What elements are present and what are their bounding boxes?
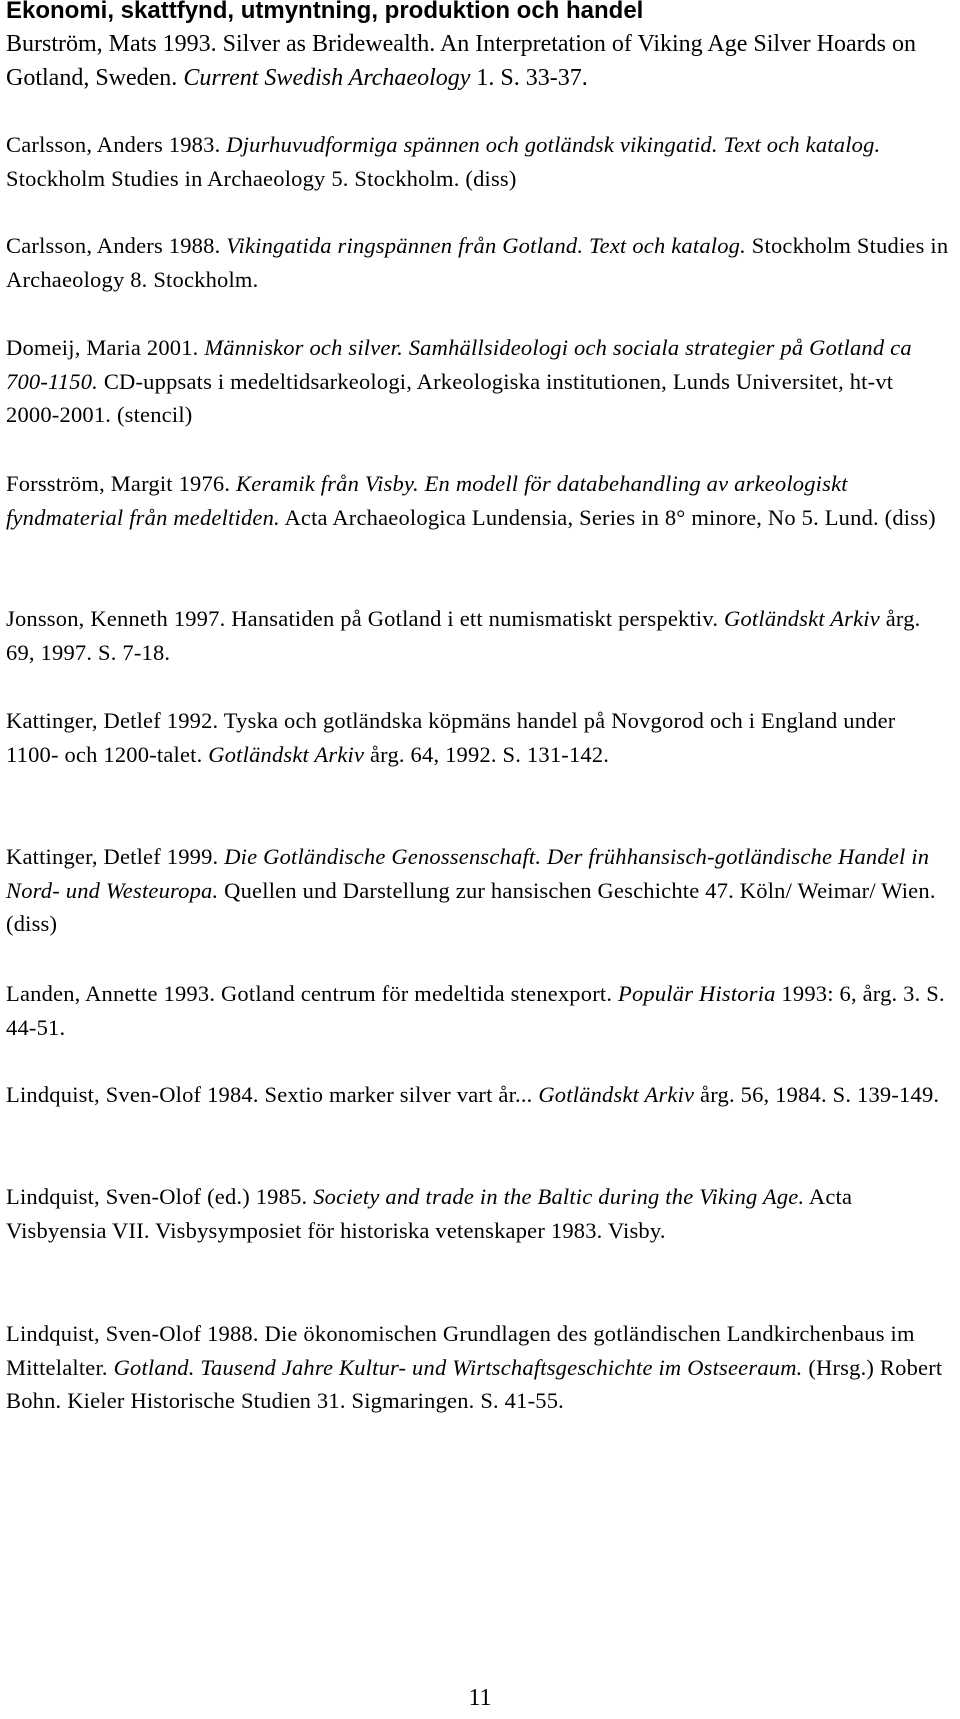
- citation-text: Acta Visbyensia VII. Visbysymposiet för historiska vetenskaper 1983. Visby.: [6, 1184, 853, 1243]
- citation-text: Domeij, Maria 2001.: [6, 335, 205, 360]
- bibliography-entry-burstrom-1993: [6, 28, 951, 95]
- citation-text: Lindquist, Sven-Olof (ed.) 1985.: [6, 1184, 314, 1209]
- citation-text: Acta Archaeologica Lundensia, Series in 8° minore, No 5. Lund. (diss): [279, 504, 936, 530]
- bibliography-entry-lindquist-1988: [6, 1317, 951, 1418]
- citation-text: (Hrsg.) Robert Bohn. Kieler Historische Studien 31. Sigmaringen. S. 41-55.: [6, 1354, 943, 1413]
- bibliography-entry-domeij-2001: [6, 331, 951, 432]
- italic-title-text: Keramik från Visby. En modell för databehandling av arkeologiskt fyndmaterial från medeltiden.: [6, 471, 848, 530]
- citation-text: Jonsson, Kenneth 1997. Hansatiden på Gotland i ett numismatiskt perspektiv.: [6, 606, 725, 631]
- citation-text: Carlsson, Anders 1988.: [6, 233, 227, 258]
- citation-text: Quellen und Darstellung zur hansischen Geschichte 47. Köln/ Weimar/ Wien. (diss): [6, 877, 936, 936]
- italic-title-text: Djurhuvudformiga spännen och gotländsk vikingatid. Text och katalog.: [226, 132, 881, 157]
- citation-text: Lindquist, Sven-Olof 1984. Sextio marker silver vart år...: [6, 1082, 539, 1107]
- citation-text: Forsström, Margit 1976.: [6, 471, 237, 496]
- bibliography-entry-forsstrom-1976: [6, 467, 951, 534]
- italic-title-text: Die Gotländische Genossenschaft. Der frühhansisch-gotländische Handel in Nord- und Westeuropa.: [6, 844, 930, 903]
- citation-text: Stockholm Studies in Archaeology 5. Stockholm. (diss): [6, 165, 517, 191]
- citation-text: Lindquist, Sven-Olof 1988. Die ökonomischen Grundlagen des gotländischen Landkirchenbaus im Mittelalter.: [6, 1321, 915, 1380]
- citation-text: CD-uppsats i medeltidsarkeologi, Arkeologiska institutionen, Lunds Universitet, ht-vt 2000-2001. (stencil): [6, 368, 894, 427]
- citation-text: Carlsson, Anders 1983.: [6, 132, 227, 157]
- citation-text: 1. S. 33-37.: [470, 64, 588, 91]
- bibliography-entry-kattinger-1999: [6, 840, 951, 941]
- italic-title-text: Gotländskt Arkiv: [538, 1082, 695, 1107]
- citation-text: Landen, Annette 1993. Gotland centrum för medeltida stenexport.: [6, 981, 619, 1006]
- citation-text: årg. 64, 1992. S. 131-142.: [364, 741, 610, 767]
- section-heading: Ekonomi, skattfynd, utmyntning, produktion och handel: [6, 0, 644, 24]
- citation-text: 1993: 6, årg. 3. S. 44-51.: [6, 981, 945, 1040]
- citation-text: Stockholm Studies in Archaeology 8. Stockholm.: [6, 233, 949, 292]
- italic-title-text: Gotland. Tausend Jahre Kultur- und Wirtschaftsgeschichte im Ostseeraum.: [113, 1354, 803, 1380]
- bibliography-entry-carlsson-1988: [6, 229, 951, 296]
- bibliography-entry-jonsson-1997: [6, 602, 951, 669]
- bibliography-entry-carlsson-1983: [6, 128, 951, 195]
- italic-title-text: Vikingatida ringspännen från Gotland. Text och katalog.: [226, 233, 746, 258]
- italic-title-text: Populär Historia: [618, 981, 776, 1006]
- bibliography-entry-lindquist-1984: [6, 1078, 951, 1112]
- italic-title-text: Människor och silver. Samhällsideologi och sociala strategier på Gotland ca 700-1150.: [6, 335, 912, 394]
- citation-text: Burström, Mats 1993. Silver as Bridewealth. An Interpretation of Viking Age Silver Hoards on Gotland, Sweden.: [6, 31, 916, 91]
- citation-text: Kattinger, Detlef 1999.: [6, 844, 225, 869]
- italic-title-text: Society and trade in the Baltic during the Viking Age.: [313, 1184, 805, 1209]
- page-number: 11: [468, 1685, 492, 1711]
- italic-title-text: Current Swedish Archaeology: [183, 64, 471, 91]
- italic-title-text: Gotländskt Arkiv: [724, 606, 880, 631]
- citation-text: årg. 56, 1984. S. 139-149.: [694, 1082, 940, 1107]
- citation-text: årg. 69, 1997. S. 7-18.: [6, 606, 921, 665]
- bibliography-entry-kattinger-1992: [6, 704, 951, 771]
- bibliography-entry-landen-1993: [6, 977, 951, 1044]
- italic-title-text: Gotländskt Arkiv: [208, 741, 365, 767]
- citation-text: Kattinger, Detlef 1992. Tyska och gotländska köpmäns handel på Novgorod och i England under 1100- och 1200-talet.: [6, 708, 896, 767]
- bibliography-entry-lindquist-1985: [6, 1180, 951, 1247]
